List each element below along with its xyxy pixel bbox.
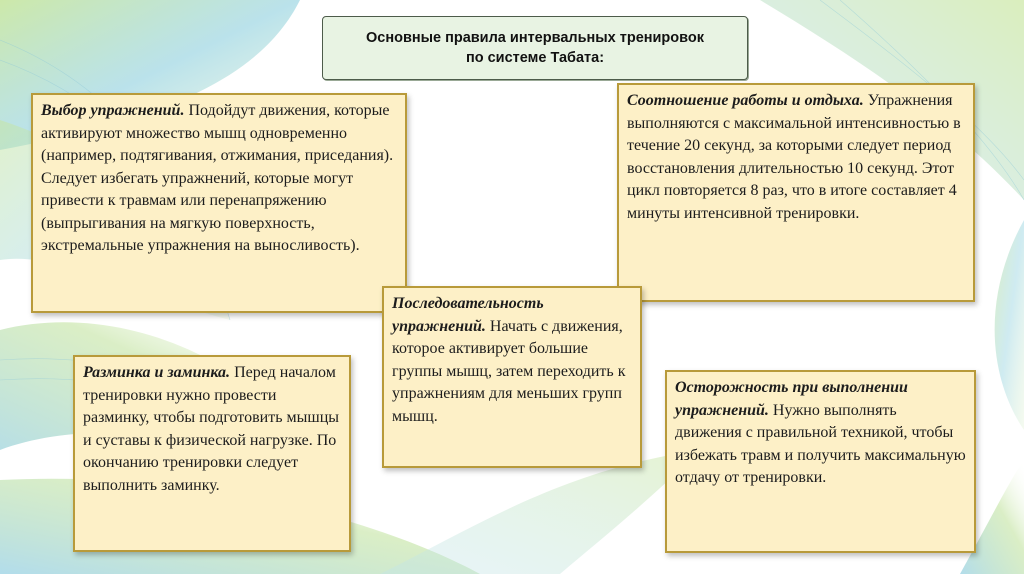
card-heading: Разминка и заминка.: [83, 364, 231, 381]
card-body: Начать с движения, которое активирует большие группы мышц, затем переходить к упражнениям для меньших групп мышц.: [392, 317, 626, 425]
card-exercise-sequence: [382, 286, 642, 468]
card-body: Перед началом тренировки нужно провести разминку, чтобы подготовить мышцы и суставы к физической нагрузке. По окончанию тренировки следует выполнить заминку.: [83, 364, 339, 494]
card-heading: Выбор упражнений.: [41, 102, 185, 119]
card-exercise-choice: [31, 93, 407, 313]
card-body: Подойдут движения, которые активируют множество мышц одновременно (например, подтягивания, отжимания, приседания). Следует избегать упражнений, которые могут привести к травмам или перенапряжению (выпрыгивания на мягкую поверхность, экстремальные упражнения на выносливость).: [41, 102, 394, 254]
card-warmup-cooldown: [73, 355, 351, 552]
card-caution: [665, 370, 976, 553]
slide-title-box: [322, 16, 748, 80]
card-heading: Последовательность упражнений.: [392, 295, 544, 335]
slide-title-line1: Основные правила интервальных тренировок: [365, 30, 704, 46]
card-heading: Соотношение работы и отдыха.: [627, 92, 864, 109]
card-body: Упражнения выполняются с максимальной интенсивностью в течение 20 секунд, за которыми следует период восстановления длительностью 10 секунд. Этот цикл повторяется 8 раз, что в итоге составляет 4 минуты интенсивной тренировки.: [627, 92, 961, 222]
slide-title-line2: по системе Табата:: [465, 50, 605, 66]
card-heading: Осторожность при выполнении упражнений.: [675, 379, 908, 419]
card-work-rest-ratio: [617, 83, 975, 302]
card-body: Нужно выполнять движения с правильной техникой, чтобы избежать травм и получить максимальную отдачу от тренировки.: [675, 401, 966, 486]
